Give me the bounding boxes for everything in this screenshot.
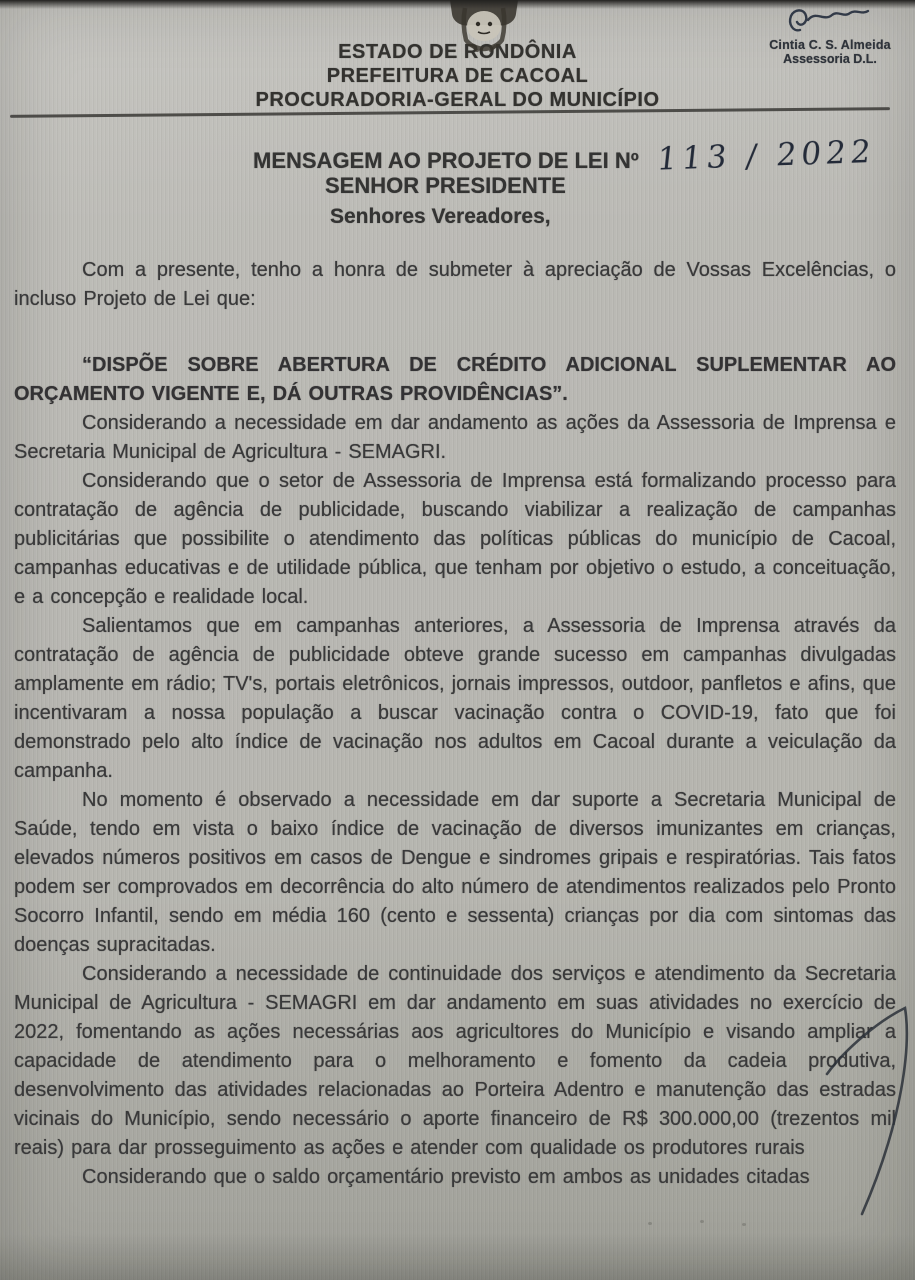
document-body: [14, 256, 896, 1192]
coat-of-arms-icon: [432, 0, 536, 52]
annotator-role: Assessoria D.L.: [783, 52, 877, 66]
scan-speck: [742, 1223, 746, 1226]
handwritten-law-number: 113 / 2022: [655, 134, 878, 178]
paragraph: Considerando a necessidade em dar andamento as ações da Assessoria de Imprensa e Secretaria Municipal de Agricultura - SEMAGRI.: [14, 412, 896, 463]
letterhead-line-state: ESTADO DE RONDÔNIA: [338, 41, 577, 63]
signature-icon: [784, 6, 876, 36]
paragraph: Considerando que o saldo orçamentário previsto em ambos as unidades citadas: [82, 1166, 810, 1188]
salutation-councilors: Senhores Vereadores,: [330, 205, 551, 228]
title-label: MENSAGEM AO PROJETO DE LEI Nº: [253, 148, 639, 173]
paragraph-law-summary: “DISPÕE SOBRE ABERTURA DE CRÉDITO ADICIONAL SUPLEMENTAR AO ORÇAMENTO VIGENTE E, DÁ OUTRAS PROVIDÊNCIAS”.: [14, 354, 896, 405]
scan-speck: [648, 1222, 652, 1225]
annotator-name: Cintia C. S. Almeida: [769, 38, 891, 52]
pen-mark-icon: [808, 990, 915, 1235]
scan-speck: [700, 1220, 704, 1223]
paragraph: No momento é observado a necessidade em dar suporte a Secretaria Municipal de Saúde, tendo em vista o baixo índice de vacinação de diversos imunizantes em crianças, elevados números positivos em casos de Dengue e sindromes gripais e respiratórias. Tais fatos podem ser comprovados em decorrência do alto número de atendimentos realizados pelo Pronto Socorro Infantil, sendo em média 160 (cento e sessenta) crianças por dia com sintomas das doenças supracitadas.: [14, 789, 896, 956]
paragraph: Considerando a necessidade de continuidade dos serviços e atendimento da Secretaria Municipal de Agricultura - SEMAGRI em dar andamento em suas atividades no exercício de 2022, fomentando as ações necessárias aos agricultores do Município e visando ampliar a capacidade de atendimento para o melhoramento e fomento da cadeia produtiva, desenvolvimento das atividades relacionadas ao Porteira Adentro e manutenção das estradas vicinais do Município, sendo necessário o aporte financeiro de R$ 300.000,00 (trezentos mil reais) para dar prosseguimento as ações e atender com qualidade os produtores rurais: [14, 963, 896, 1159]
letterhead-line-office: PROCURADORIA-GERAL DO MUNICÍPIO: [255, 89, 660, 111]
salutation-president: SENHOR PRESIDENTE: [325, 173, 566, 198]
document-title: [253, 134, 878, 178]
photo-bottom-shadow: [0, 1234, 915, 1280]
approval-annotation: [750, 6, 910, 66]
paragraph: Salientamos que em campanhas anteriores, a Assessoria de Imprensa através da contratação de agência de publicidade obteve grande sucesso em campanhas divulgadas amplamente em rádio; TV's, portais eletrônicos, jornais impressos, outdoor, panfletos e afins, que incentivaram a nossa população a buscar vacinação contra o COVID-19, fato que foi demonstrado pelo alto índice de vacinação nos adultos em Cacoal durante a veiculação da campanha.: [14, 615, 896, 782]
paragraph: Considerando que o setor de Assessoria de Imprensa está formalizando processo para contratação de agência de publicidade, buscando viabilizar a realização de campanhas publicitárias que possibilite o atendimento das políticas públicas do município de Cacoal, campanhas educativas e de utilidade pública, que tenham por objetivo o estudo, a conceituação, e a concepção e realidade local.: [14, 470, 896, 608]
letterhead-line-city: PREFEITURA DE CACOAL: [326, 65, 589, 87]
paragraph: Com a presente, tenho a honra de submeter à apreciação de Vossas Excelências, o incluso Projeto de Lei que:: [14, 259, 896, 310]
